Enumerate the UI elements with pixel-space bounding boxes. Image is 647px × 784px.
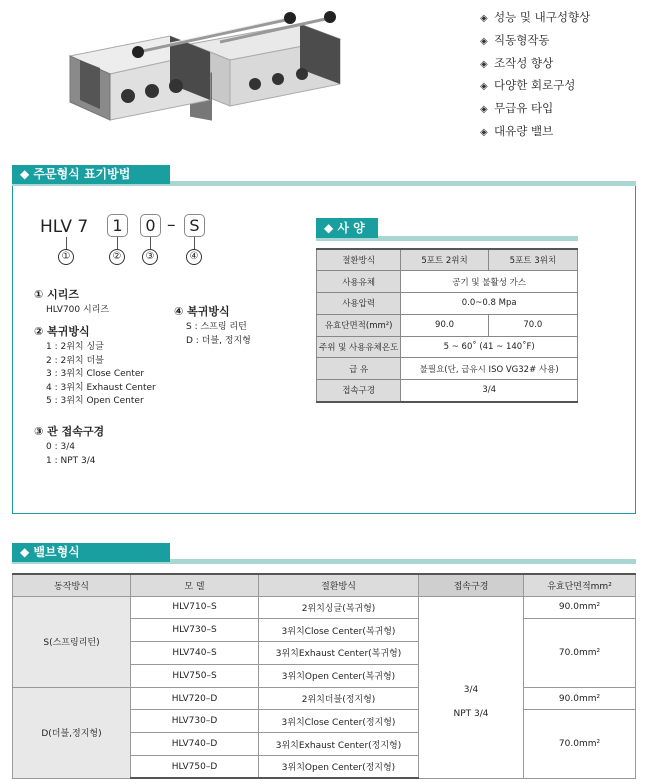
series-title: ① 시리즈 [34, 288, 80, 301]
valve-header-cell: 접속구경 [419, 574, 524, 596]
spec-value: 5 ~ 60˚ (41 ~ 140˚F) [401, 336, 578, 358]
port-value: 3/4 [463, 685, 479, 696]
valve-header-cell: 동작방식 [13, 574, 131, 596]
spec-label: 유효단면적(mm²) [317, 314, 401, 336]
series-group [34, 286, 109, 318]
spec-value: 0.0~0.8 Mpa [401, 293, 578, 315]
switching-title: ② 복귀방식 [34, 325, 90, 338]
valve-header-cell: 절환방식 [259, 574, 419, 596]
valve-header-cell: 유효단면적mm² [524, 574, 636, 596]
group-cell: S(스프링리턴) [13, 596, 131, 687]
spec-row [317, 249, 578, 271]
spec-value: 불필요(단, 급유시 ISO VG32# 사용) [401, 358, 578, 380]
switching-item: 5 : 3위치 Open Center [46, 396, 144, 406]
diamond-icon: ◈ [480, 35, 488, 47]
spec-row [317, 271, 578, 293]
feature-item: ◈ 직동형작동 [480, 29, 590, 52]
order-section-header [12, 165, 636, 187]
spec-row [317, 380, 578, 402]
spec-label: 주위 및 사용유체온도 [317, 336, 401, 358]
diamond-icon: ◈ [480, 81, 488, 93]
feature-item: ◈ 무급유 타입 [480, 97, 590, 120]
spec-header-cell: 절환방식 [317, 249, 401, 271]
switching-item: 4 : 3위치 Exhaust Center [46, 382, 156, 393]
area-cell: 70.0mm² [524, 710, 636, 778]
code-box-2: 0 [140, 214, 161, 237]
marker-3: ③ [142, 249, 158, 265]
spec-header-cell: 5포트 2위치 [401, 249, 488, 271]
switch-cell: 3위치Open Center(복귀형) [259, 664, 419, 687]
port-item: 0 : 3/4 [46, 442, 75, 452]
switch-cell: 3위치Open Center(정지형) [259, 756, 419, 779]
spec-label: 급 유 [317, 358, 401, 380]
code-dash: – [167, 215, 176, 235]
spec-value: 3/4 [401, 380, 578, 402]
spec-header [316, 218, 578, 242]
valve-back [190, 24, 340, 121]
diamond-icon: ◈ [480, 104, 488, 116]
switching-item: 1 : 2위치 싱글 [46, 342, 104, 352]
table-row [13, 596, 636, 619]
diamond-icon: ◈ [480, 126, 488, 138]
spec-label: 사용압력 [317, 293, 401, 315]
table-row [13, 687, 636, 710]
return-group [174, 303, 251, 348]
area-cell: 70.0mm² [524, 619, 636, 687]
switch-cell: 3위치Close Center(복귀형) [259, 619, 419, 642]
spec-header-cell: 5포트 3위치 [488, 249, 577, 271]
switch-cell: 3위치Exhaust Center(복귀형) [259, 642, 419, 665]
model-cell: HLV740–D [131, 733, 259, 756]
feature-item: ◈ 조작성 향상 [480, 52, 590, 75]
feature-item: ◈ 다양한 회로구성 [480, 74, 590, 97]
valve-table [12, 573, 636, 779]
area-cell: 90.0mm² [524, 687, 636, 710]
switch-cell: 2위치싱글(복귀형) [259, 596, 419, 619]
switching-item: 2 : 2위치 더블 [46, 355, 104, 366]
spec-row [317, 358, 578, 380]
model-cell: HLV730–S [131, 619, 259, 642]
port-cell [419, 596, 524, 778]
connector-line [194, 237, 195, 249]
model-cell: HLV750–S [131, 664, 259, 687]
return-item: S : 스프링 리턴 [186, 322, 247, 332]
port-item: 1 : NPT 3/4 [46, 455, 96, 466]
product-image [50, 4, 350, 122]
valve-header-row [13, 574, 636, 596]
spec-title: ◆ 사 양 [316, 218, 378, 238]
spec-value: 90.0 [401, 314, 488, 336]
port-group [34, 423, 104, 468]
switch-cell: 3위치Exhaust Center(정지형) [259, 733, 419, 756]
marker-2: ② [109, 249, 125, 265]
port-title: ③ 관 접속구경 [34, 425, 105, 438]
spec-value: 공기 및 불활성 가스 [401, 271, 578, 293]
marker-4: ④ [186, 249, 202, 265]
return-item: D : 더블, 정지형 [186, 335, 251, 346]
feature-item: ◈ 대유량 밸브 [480, 120, 590, 143]
model-cell: HLV720–D [131, 687, 259, 710]
model-cell: HLV740–S [131, 642, 259, 665]
diamond-icon: ◈ [480, 13, 488, 24]
connector-line [150, 237, 151, 249]
model-cell: HLV750–D [131, 756, 259, 779]
switch-cell: 3위치Close Center(정지형) [259, 710, 419, 733]
port-value: NPT 3/4 [453, 709, 489, 720]
code-box-3: S [184, 214, 205, 237]
code-box-1: 1 [107, 214, 128, 237]
valve-header-cell: 모 델 [131, 574, 259, 596]
code-prefix: HLV 7 [40, 217, 89, 237]
connector-line [66, 237, 67, 249]
model-cell: HLV710–S [131, 596, 259, 619]
area-cell: 90.0mm² [524, 596, 636, 619]
model-cell: HLV730–D [131, 710, 259, 733]
spec-label: 사용유체 [317, 271, 401, 293]
series-item: HLV700 시리즈 [46, 305, 110, 315]
spec-label: 접속구경 [317, 380, 401, 402]
valve-section-title: ◆ 밸브형식 [12, 543, 170, 562]
return-title: ④ 복귀방식 [174, 305, 230, 318]
spec-row [317, 314, 578, 336]
switch-cell: 2위치더블(정지형) [259, 687, 419, 710]
diamond-icon: ◈ [480, 58, 488, 70]
group-cell: D(더블,정지형) [13, 687, 131, 778]
feature-list [480, 6, 590, 143]
order-section-title: ◆ 주문형식 표기방법 [12, 165, 170, 184]
switching-group [34, 323, 156, 409]
switching-item: 3 : 3위치 Close Center [46, 369, 145, 379]
spec-table [316, 248, 578, 403]
valve-section-header [12, 543, 636, 565]
marker-1: ① [58, 249, 74, 265]
feature-item: ◈ 성능 및 내구성향상 [480, 6, 590, 29]
spec-value: 70.0 [488, 314, 577, 336]
connector-line [117, 237, 118, 249]
spec-row [317, 293, 578, 315]
spec-row [317, 336, 578, 358]
